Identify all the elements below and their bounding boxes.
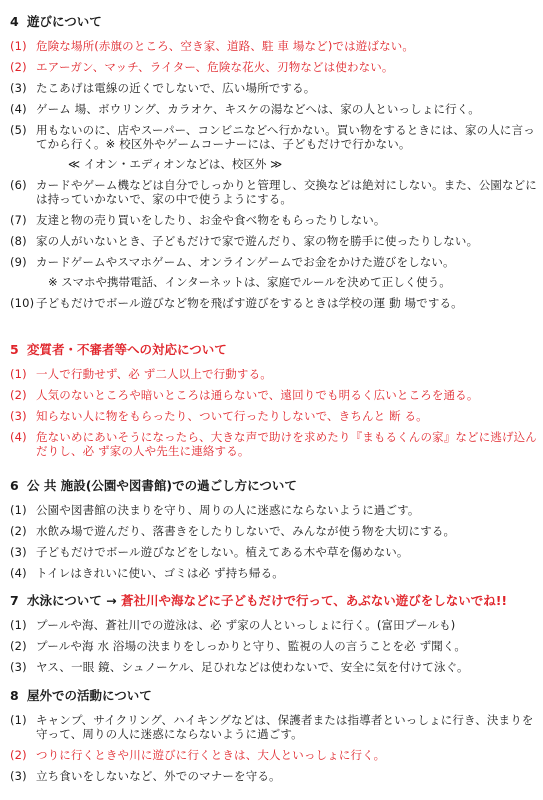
list-item: (3) 子どもだけでボール遊びなどをしない。植えてある木や草を傷めない。 [10, 545, 409, 559]
list-item: (2) 水飲み場で遊んだり、落書きをしたりしないで、みんなが使う物を大切にする。 [10, 524, 456, 538]
list-item: (4) 危ないめにあいそうになったら、大きな声で助けを求めたり『まもるくんの家』などに逃げ込んだりし、必 ず家の人や先生に連絡する。 [10, 430, 537, 458]
list-item: (6) カードやゲーム機などは自分でしっかりと管理し、交換などは絶対にしない。また、公園などには持っていかないで、家の中で使うようにする。 [10, 178, 537, 206]
list-item: (2) エアーガン、マッチ、ライター、危険な花火、刃物などは使わない。 [10, 60, 394, 74]
list-item: (2) つりに行くときや川に遊びに行くときは、大人といっしょに行く。 [10, 748, 386, 762]
list-item: (4) トイレはきれいに使い、ゴミは必 ず持ち帰る。 [10, 566, 284, 580]
list-item: (1) プールや海、蒼社川での遊泳は、必 ず家の人といっしょに行く。(富田プールも) [10, 618, 456, 632]
section-play [10, 14, 538, 310]
arrow-icon: → [106, 593, 117, 608]
section-outdoor-activities [10, 688, 538, 783]
list-item: (1) 公園や図書館の決まりを守り、周りの人に迷惑にならないように過ごす。 [10, 503, 420, 517]
section-public-facilities [10, 478, 538, 580]
list-item: (4) ゲーム 場、ボウリング、カラオケ、キスケの湯などへは、家の人といっしょに行く。 [10, 102, 480, 116]
section-swimming [10, 593, 538, 674]
list-item: (1) 危険な場所(赤旗のところ、空き家、道路、駐 車 場など)では遊ばない。 [10, 39, 415, 53]
list-item: (3) 知らない人に物をもらったり、ついて行ったりしないで、きちんと 断 る。 [10, 409, 428, 423]
list-item: (1) 一人で行動せず、必 ず二人以上で行動する。 [10, 367, 272, 381]
list-item: (1) キャンプ、サイクリング、ハイキングなどは、保護者または指導者といっしょに行き、決まりを守って、周りの人に迷惑にならないように過ごす。 [10, 713, 534, 741]
list-item: (3) たこあげは電線の近くでしないで、広い場所でする。 [10, 81, 316, 95]
list-item: (3) ヤス、一眼 鏡、シュノーケル、足ひれなどは使わないで、安全に気を付けて泳ぐ。 [10, 660, 469, 674]
list-item: (8) 家の人がいないとき、子どもだけで家で遊んだり、家の物を勝手に使ったりしない。 [10, 234, 479, 248]
section-heading: 4 遊びについて [10, 14, 102, 29]
list-item: (9) カードゲームやスマホゲーム、オンラインゲームでお金をかけた遊びをしない。 [10, 255, 455, 269]
section-heading: 8 屋外での活動について [10, 688, 152, 703]
list-item: (3) 立ち食いをしないなど、外でのマナーを守る。 [10, 769, 281, 783]
list-item: (2) プールや海 水 浴場の決まりをしっかりと守り、監視の人の言うことを必 ず聞く。 [10, 639, 467, 653]
section-heading: 7 水泳について → 蒼社川や海などに子どもだけで行って、あぶない遊びをしないでね!! [10, 593, 508, 608]
list-item: (2) 人気のないところや暗いところは通らないで、遠回りでも明るく広いところを通る。 [10, 388, 479, 402]
swimming-warning: 蒼社川や海などに子どもだけで行って、あぶない遊びをしないでね!! [120, 593, 508, 608]
section-heading: 5 変質者・不審者等への対応について [10, 342, 227, 357]
note-text: ≪ イオン・エディオンなどは、校区外 ≫ [68, 157, 283, 171]
list-item: (5) 用もないのに、店やスーパー、コンビニなどへ行かない。買い物をするときには、家の人に言ってから行く。※ 校区外やゲームコーナーには、子どもだけで行かない。 [10, 123, 535, 151]
section-heading: 6 公 共 施設(公園や図書館)での過ごし方について [10, 478, 297, 493]
list-item: (7) 友達と物の売り買いをしたり、お金や食べ物をもらったりしない。 [10, 213, 386, 227]
note-text: ※ スマホや携帯電話、インターネットは、家庭でルールを決めて正しく使う。 [48, 275, 451, 289]
list-item: (10) 子どもだけでボール遊びなど物を飛ばす遊びをするときは学校の運 動 場でする。 [10, 296, 463, 310]
section-suspicious-person [10, 342, 538, 458]
